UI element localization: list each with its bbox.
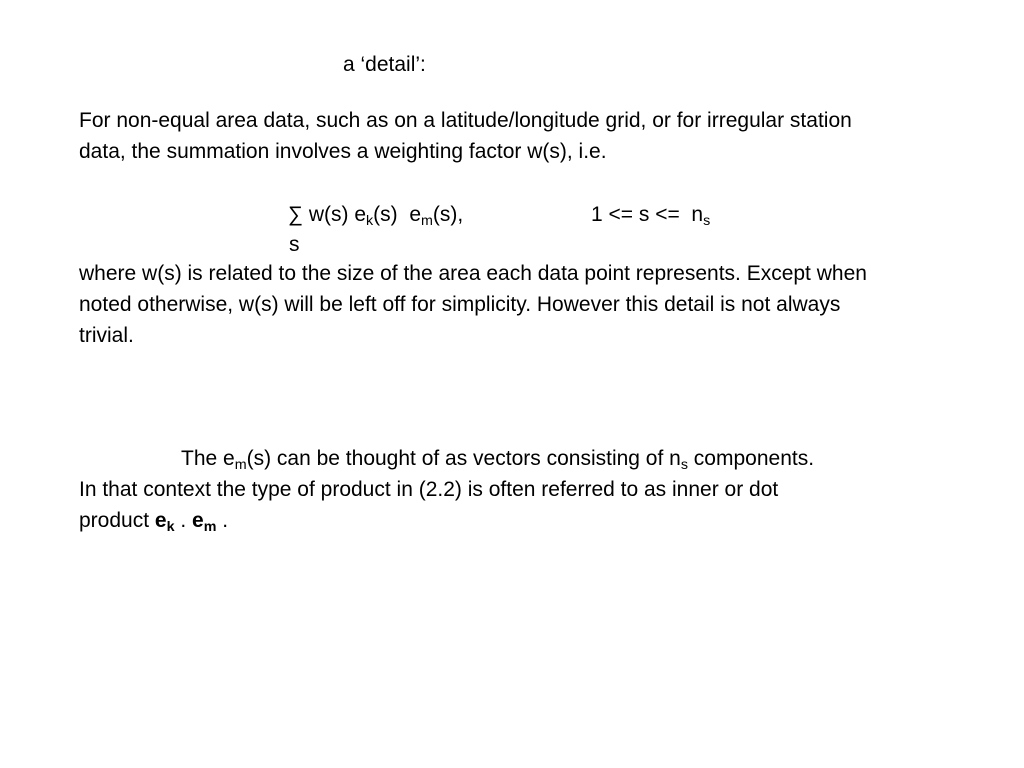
slide-heading: a ‘detail’: (343, 53, 426, 76)
sum-symbol: ∑ (288, 203, 303, 226)
intro-line-1: For non-equal area data, such as on a latitude/longitude grid, or for irregular station (79, 109, 852, 132)
explanation-paragraph (79, 258, 979, 351)
e-m-term: $e_m(s)$, (409, 203, 464, 229)
summation-range: $1 <= s <= n_s$ (591, 203, 711, 229)
intro-paragraph (79, 105, 979, 167)
summation-index: s (289, 233, 300, 256)
n-s-term: $n_s$ (691, 203, 711, 229)
bold-e-m: $e_m$ (192, 509, 217, 535)
vectors-line-1: The $e_m(s)$ can be thought of as vectors consisting of $n_s$ components. (181, 447, 815, 473)
summation-formula (288, 203, 464, 229)
vectors-line-2: In that context the type of product in (2.2) is often referred to as inner or dot (79, 478, 779, 501)
bold-e-k: $e_k$ (154, 509, 175, 535)
e-term: $e_k(s)$ (354, 203, 398, 229)
weight-term: w(s) (308, 203, 349, 226)
vectors-paragraph (79, 443, 979, 536)
intro-line-2: data, the summation involves a weighting factor w(s), i.e. (79, 140, 607, 163)
explanation-line-1: where w(s) is related to the size of the area each data point represents. Except when (79, 262, 867, 285)
explanation-line-2: noted otherwise, w(s) will be left off for simplicity. However this detail is not always (79, 293, 841, 316)
vectors-line-3: product $e_k$ . $e_m$ . (79, 509, 229, 535)
explanation-line-3: trivial. (79, 324, 134, 347)
